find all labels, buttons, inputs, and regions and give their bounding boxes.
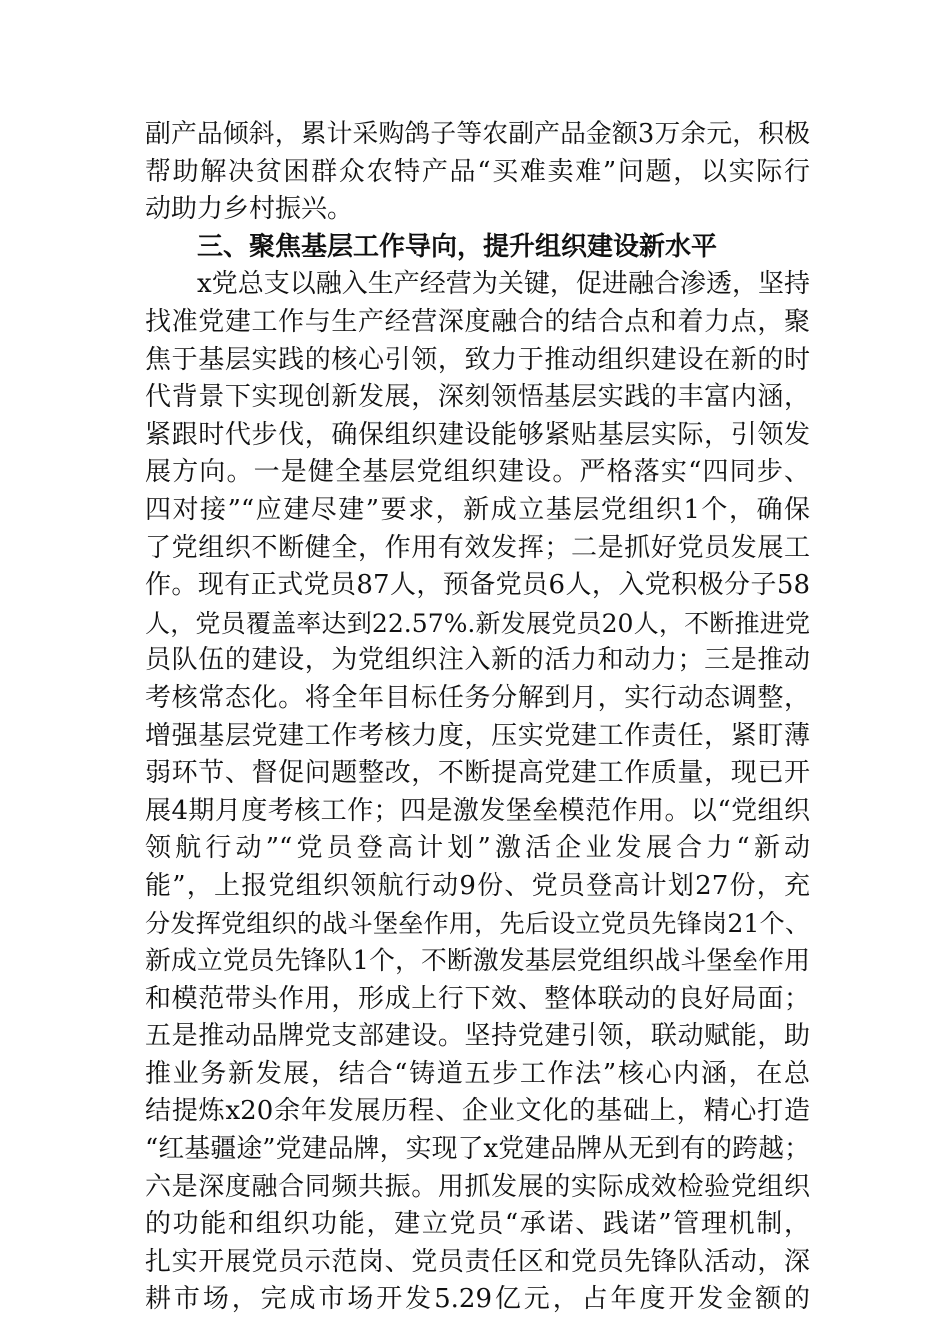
paragraph-line: 副产品倾斜，累计采购鸽子等农副产品金额3万余元，积极	[145, 119, 810, 149]
paragraph-line: 代背景下实现创新发展，深刻领悟基层实践的丰富内涵，	[145, 382, 810, 413]
paragraph-line: 耕市场，完成市场开发5.29亿元，占年度开发金额的	[145, 1284, 810, 1315]
paragraph-line: 领航行动”“党员登高计划”激活企业发展合力“新动	[145, 833, 810, 864]
paragraph-line: “红基疆途”党建品牌，实现了x党建品牌从无到有的跨越；	[145, 1134, 810, 1165]
paragraph-line: 结提炼x20余年发展历程、企业文化的基础上，精心打造	[145, 1096, 810, 1127]
paragraph-line: 人，党员覆盖率达到22.57%.新发展党员20人，不断推进党	[145, 608, 810, 638]
body-text	[145, 116, 810, 1319]
paragraph-line: 的功能和组织功能，建立党员“承诺、践诺”管理机制，	[145, 1209, 810, 1240]
paragraph-line: 展4期月度考核工作；四是激发堡垒模范作用。以“党组织	[145, 795, 810, 826]
paragraph-line: 五是推动品牌党支部建设。坚持党建引领，联动赋能，助	[145, 1021, 810, 1052]
paragraph-line: 员队伍的建设，为党组织注入新的活力和动力；三是推动	[145, 645, 810, 676]
paragraph-line: 焦于基层实践的核心引领，致力于推动组织建设在新的时	[145, 344, 810, 375]
paragraph-line: 扎实开展党员示范岗、党员责任区和党员先锋队活动，深	[145, 1246, 810, 1277]
paragraph-line: 紧跟时代步伐，确保组织建设能够紧贴基层实际，引领发	[145, 419, 810, 450]
paragraph-line: 动助力乡村振兴。	[145, 194, 354, 225]
paragraph-line: x党总支以融入生产经营为关键，促进融合渗透，坚持	[197, 269, 810, 300]
paragraph-line: 展方向。一是健全基层党组织建设。严格落实“四同步、	[145, 457, 810, 488]
paragraph-line: 能”，上报党组织领航行动9份、党员登高计划27份，充	[145, 870, 810, 901]
paragraph-line: 和模范带头作用，形成上行下效、整体联动的良好局面；	[145, 983, 810, 1014]
paragraph-line: 新成立党员先锋队1个，不断激发基层党组织战斗堡垒作用	[145, 946, 810, 977]
paragraph-line: 找准党建工作与生产经营深度融合的结合点和着力点，聚	[145, 306, 810, 337]
paragraph-line: 六是深度融合同频共振。用抓发展的实际成效检验党组织	[145, 1171, 810, 1202]
paragraph-line: 帮助解决贫困群众农特产品“买难卖难”问题，以实际行	[145, 156, 810, 187]
paragraph-line: 推业务新发展，结合“铸道五步工作法”核心内涵，在总	[145, 1058, 810, 1089]
paragraph-line: 作。现有正式党员87人，预备党员6人，入党积极分子58	[145, 570, 810, 601]
paragraph-line: 弱环节、督促问题整改，不断提高党建工作质量，现已开	[145, 758, 810, 789]
paragraph-line: 四对接”“应建尽建”要求，新成立基层党组织1个，确保	[145, 494, 810, 525]
paragraph-line: 了党组织不断健全，作用有效发挥；二是抓好党员发展工	[145, 532, 810, 563]
section-heading: 三、聚焦基层工作导向，提升组织建设新水平	[197, 231, 718, 262]
paragraph-line: 分发挥党组织的战斗堡垒作用，先后设立党员先锋岗21个、	[145, 909, 810, 939]
paragraph-line: 增强基层党建工作考核力度，压实党建工作责任，紧盯薄	[145, 720, 810, 751]
paragraph-line: 考核常态化。将全年目标任务分解到月，实行动态调整，	[145, 682, 810, 713]
